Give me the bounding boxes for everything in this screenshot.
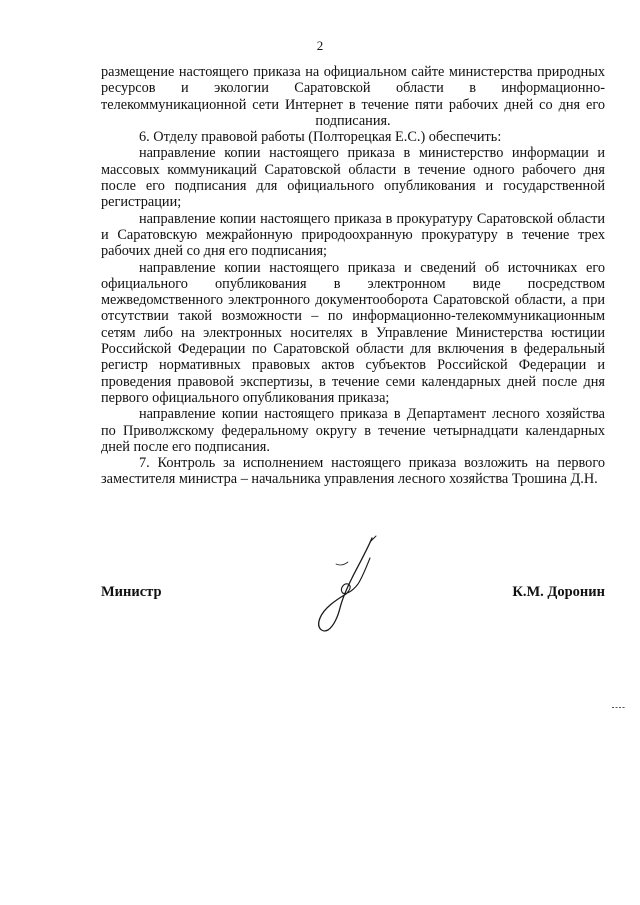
signatory-title: Министр (101, 584, 162, 600)
paragraph-item-6: 6. Отделу правовой работы (Полторецкая Е.С.) обеспечить: (139, 129, 502, 146)
paragraph-copy-justice-ministry: направление копии настоящего приказа и сведений об источниках его официального опубликования в электронном виде посредством межведомственного электронного документооборота Саратовской области, а при отсутствии такой возможности – по информационно-телекоммуникационным сетям либо на электронных носителях в Управление Министерства юстиции Российской Федерации по Саратовской области для включения в федеральный регистр нормативных правовых актов субъектов Российской Федерации и проведения правовой экспертизы, в течение семи календарных дней после дня первого официального опубликования приказа; (101, 259, 605, 406)
document-body (101, 64, 605, 488)
signature-block (101, 584, 605, 604)
paragraph-copy-forestry-department: направление копии настоящего приказа в Департамент лесного хозяйства по Приволжскому федеральному округу в течение четырнадцати календарных дней после его подписания. (101, 406, 605, 455)
paragraph-copy-prosecutor: направление копии настоящего приказа в прокуратуру Саратовской области и Саратовскую межрайонную природоохранную прокуратуру в течение трех рабочих дней со дня его подписания; (101, 210, 605, 260)
scan-artifact-mark (612, 706, 626, 709)
paragraph-publication-site: размещение настоящего приказа на официальном сайте министерства природных ресурсов и экологии Саратовской области в информационно-телекоммуникационной сети Интернет в течение пяти рабочих дней со дня его подписания. (101, 64, 605, 129)
page-number: 2 (316, 38, 324, 53)
paragraph-copy-ministry-information: направление копии настоящего приказа в министерство информации и массовых коммуникаций Саратовской области в течение одного рабочего дня после его подписания для официального опубликования и государственной регистрации; (101, 145, 605, 211)
paragraph-item-7: 7. Контроль за исполнением настоящего приказа возложить на первого заместителя министра – начальника управления лесного хозяйства Трошина Д.Н. (101, 455, 605, 488)
signatory-name: К.М. Доронин (512, 584, 605, 600)
